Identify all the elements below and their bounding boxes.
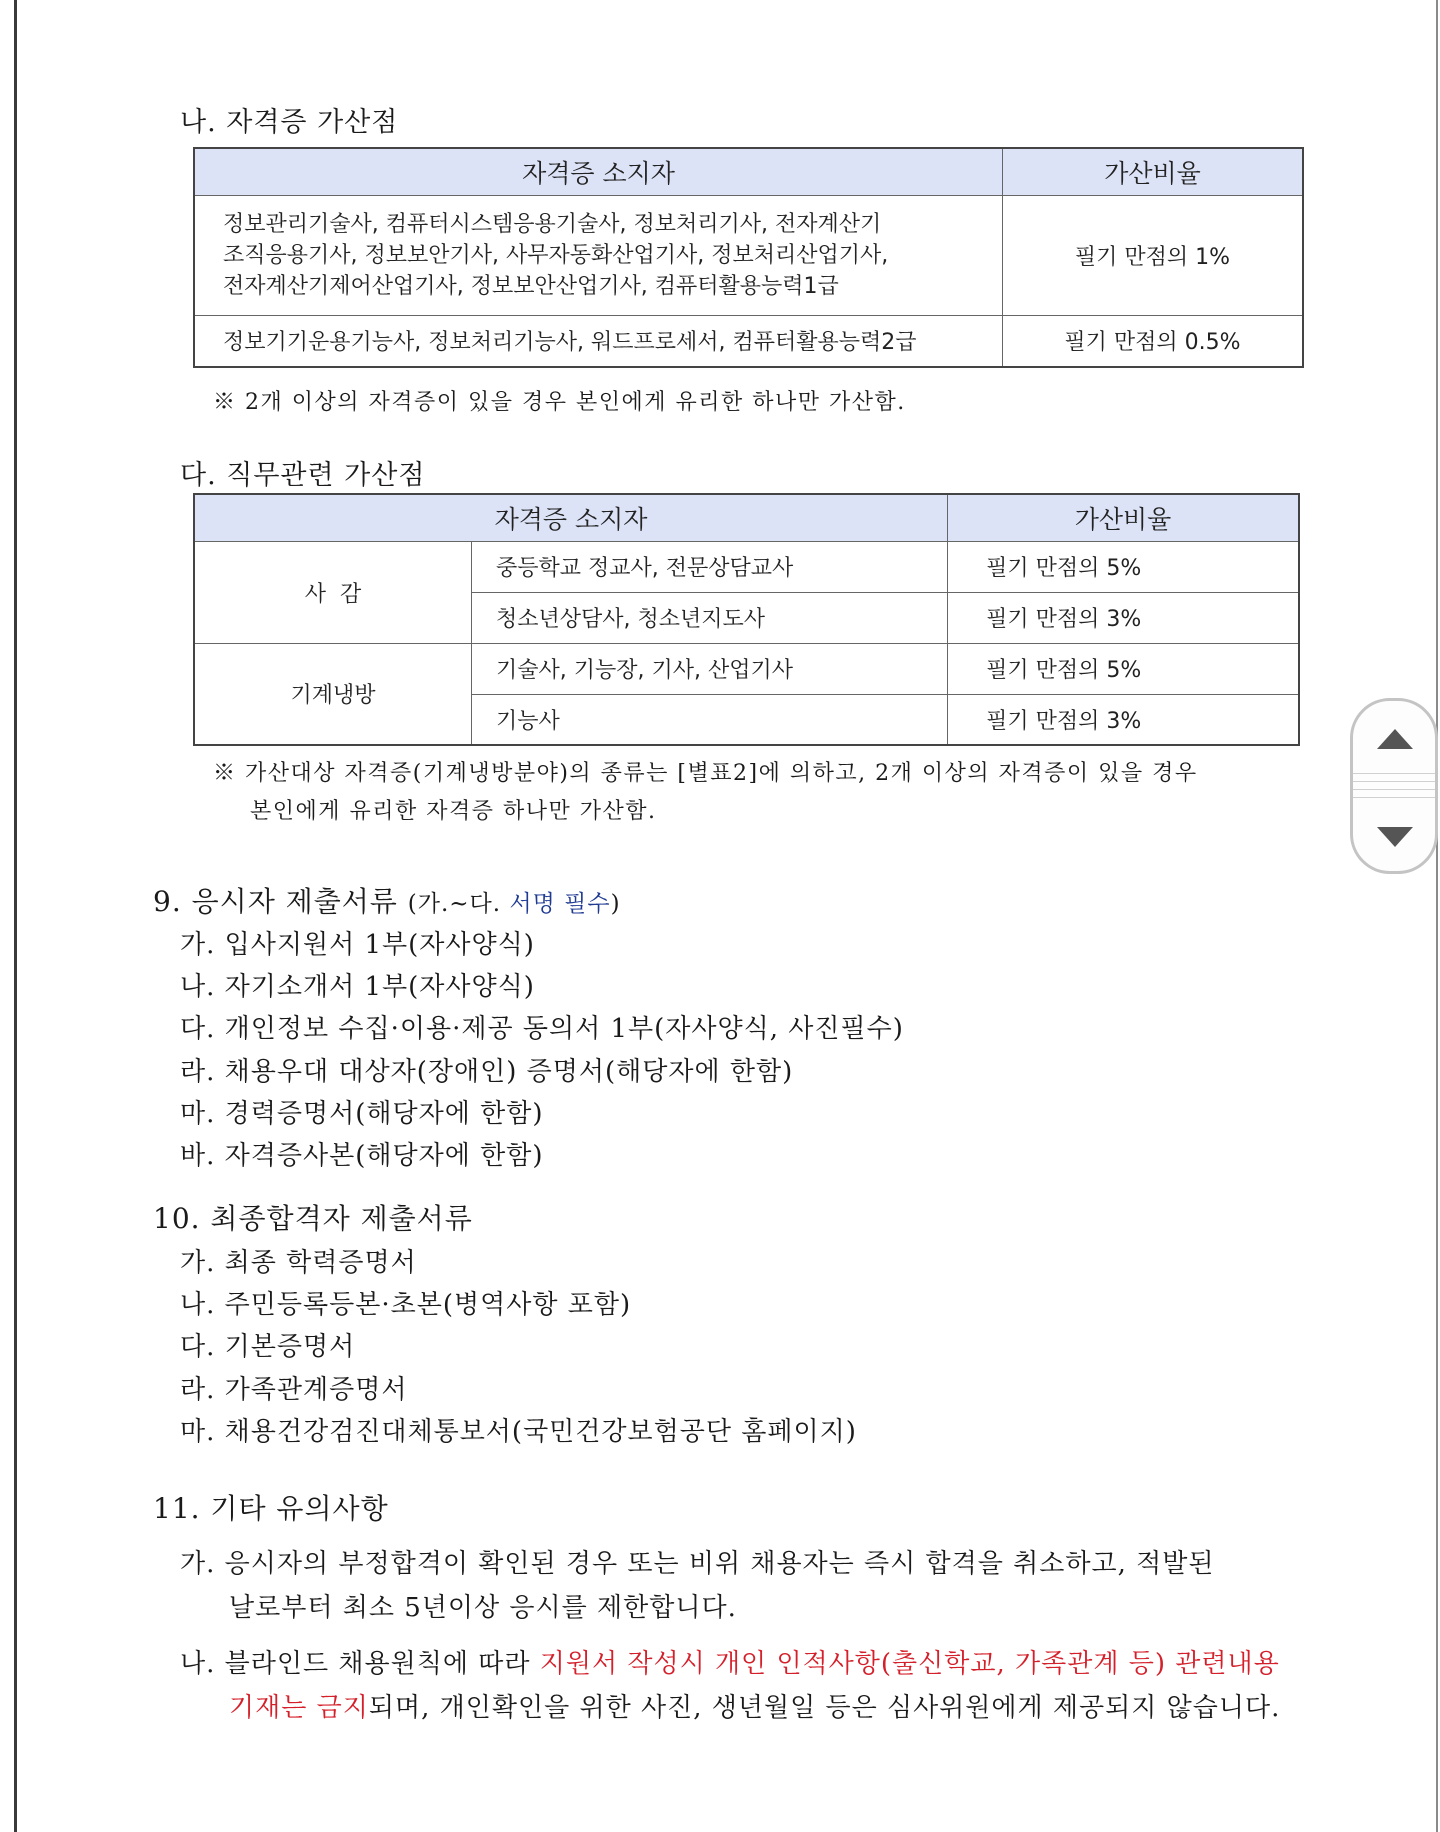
table-row: [194, 195, 1303, 315]
column-header-holder: 자격증 소지자: [194, 494, 948, 541]
paren-close: ): [610, 891, 621, 917]
grip-line: [1353, 781, 1435, 782]
list-item: 나. 자기소개서 1부(자사양식): [180, 972, 535, 1002]
notice-b-emphasis-2: 기재는 금지: [229, 1693, 369, 1723]
section-na-note: ※ 2개 이상의 자격증이 있을 경우 본인에게 유리한 하나만 가산함.: [213, 390, 906, 415]
column-header-rate: 가산비율: [948, 494, 1299, 541]
table-header-row: [194, 148, 1303, 195]
grip-line: [1353, 789, 1435, 790]
rate-cell: 필기 만점의 0.5%: [1003, 315, 1304, 367]
rate-cell: 필기 만점의 5%: [948, 541, 1299, 592]
table-header-row: [194, 494, 1299, 541]
notice-b-pre: 나. 블라인드 채용원칙에 따라: [180, 1649, 540, 1679]
section-9-title: 9. 응시자 제출서류: [153, 885, 398, 918]
triangle-down-icon[interactable]: [1377, 827, 1413, 847]
notice-paragraph-a: [180, 1542, 1310, 1630]
notice-a-line2: 날로부터 최소 5년이상 응시를 제한합니다.: [229, 1593, 737, 1623]
list-item: 마. 채용건강검진대체통보서(국민건강보험공단 홈페이지): [180, 1417, 857, 1447]
cert-cell: 기술사, 기능장, 기사, 산업기사: [472, 643, 948, 694]
paren-open: (가.~다.: [407, 891, 510, 917]
cert-list-line: 정보관리기술사, 컴퓨터시스템응용기술사, 정보처리기사, 전자계산기: [223, 211, 882, 237]
section-na-heading: 나. 자격증 가산점: [180, 107, 399, 138]
column-header-holder: 자격증 소지자: [194, 148, 1003, 195]
grip-line: [1353, 773, 1435, 774]
notice-paragraph-b: [180, 1642, 1310, 1730]
rate-cell: 필기 만점의 3%: [948, 694, 1299, 745]
section-9-heading: [153, 880, 621, 920]
section-9-paren: [408, 891, 621, 917]
section-10-heading: 10. 최종합격자 제출서류: [153, 1202, 473, 1235]
page-right-border: [1436, 0, 1438, 1832]
list-item: 마. 경력증명서(해당자에 한함): [180, 1099, 544, 1129]
list-item: 라. 가족관계증명서: [180, 1375, 408, 1405]
list-item: 가. 입사지원서 1부(자사양식): [180, 930, 535, 960]
list-item: 나. 주민등록등본·초본(병역사항 포함): [180, 1290, 632, 1320]
grip-line: [1353, 797, 1435, 798]
notice-b-line2: [180, 1686, 1310, 1730]
notice-b-post: 되며, 개인확인을 위한 사진, 생년월일 등은 심사위원에게 제공되지 않습니다.: [368, 1693, 1281, 1723]
rate-cell: 필기 만점의 3%: [948, 592, 1299, 643]
section-da-heading: 다. 직무관련 가산점: [180, 460, 426, 491]
group-name-cell: 사 감: [194, 541, 472, 643]
page-left-border: [14, 0, 17, 1832]
section-da-note-line1: ※ 가산대상 자격증(기계냉방분야)의 종류는 [별표2]에 의하고, 2개 이상의 자격증이 있을 경우: [213, 761, 1198, 786]
triangle-up-icon[interactable]: [1377, 729, 1413, 749]
cert-cell: 청소년상담사, 청소년지도사: [472, 592, 948, 643]
cert-cell: 기능사: [472, 694, 948, 745]
table-row: [194, 643, 1299, 694]
rate-cell: 필기 만점의 5%: [948, 643, 1299, 694]
column-header-rate: 가산비율: [1003, 148, 1304, 195]
section-da-note-line2: 본인에게 유리한 자격증 하나만 가산함.: [250, 799, 657, 824]
cert-cell: 중등학교 정교사, 전문상담교사: [472, 541, 948, 592]
section-11-heading: 11. 기타 유의사항: [153, 1492, 389, 1525]
list-item: 다. 기본증명서: [180, 1332, 356, 1362]
cert-list-line: 조직응용기사, 정보보안기사, 사무자동화산업기사, 정보처리산업기사,: [223, 242, 889, 268]
list-item: 가. 최종 학력증명서: [180, 1248, 417, 1278]
table-row: [194, 315, 1303, 367]
notice-b-emphasis-1: 지원서 작성시 개인 인적사항(출신학교, 가족관계 등) 관련내용: [539, 1649, 1280, 1679]
list-item: 다. 개인정보 수집·이용·제공 동의서 1부(자사양식, 사진필수): [180, 1014, 904, 1044]
job-related-table: [193, 493, 1300, 746]
table-row: [194, 541, 1299, 592]
rate-cell: 필기 만점의 1%: [1003, 195, 1304, 315]
group-name-cell: 기계냉방: [194, 643, 472, 745]
list-item: 라. 채용우대 대상자(장애인) 증명서(해당자에 한함): [180, 1057, 794, 1087]
signature-required-label: 서명 필수: [509, 891, 611, 917]
certificate-table: [193, 147, 1304, 368]
cert-list-line: 정보기기운용기능사, 정보처리기능사, 워드프로세서, 컴퓨터활용능력2급: [194, 315, 1003, 367]
page-scroll-control[interactable]: [1350, 698, 1438, 874]
list-item: 바. 자격증사본(해당자에 한함): [180, 1141, 544, 1171]
notice-a-line1: 가. 응시자의 부정합격이 확인된 경우 또는 비위 채용자는 즉시 합격을 취소하고, 적발된: [180, 1549, 1215, 1579]
cert-list-line: 전자계산기제어산업기사, 정보보안산업기사, 컴퓨터활용능력1급: [223, 273, 839, 299]
